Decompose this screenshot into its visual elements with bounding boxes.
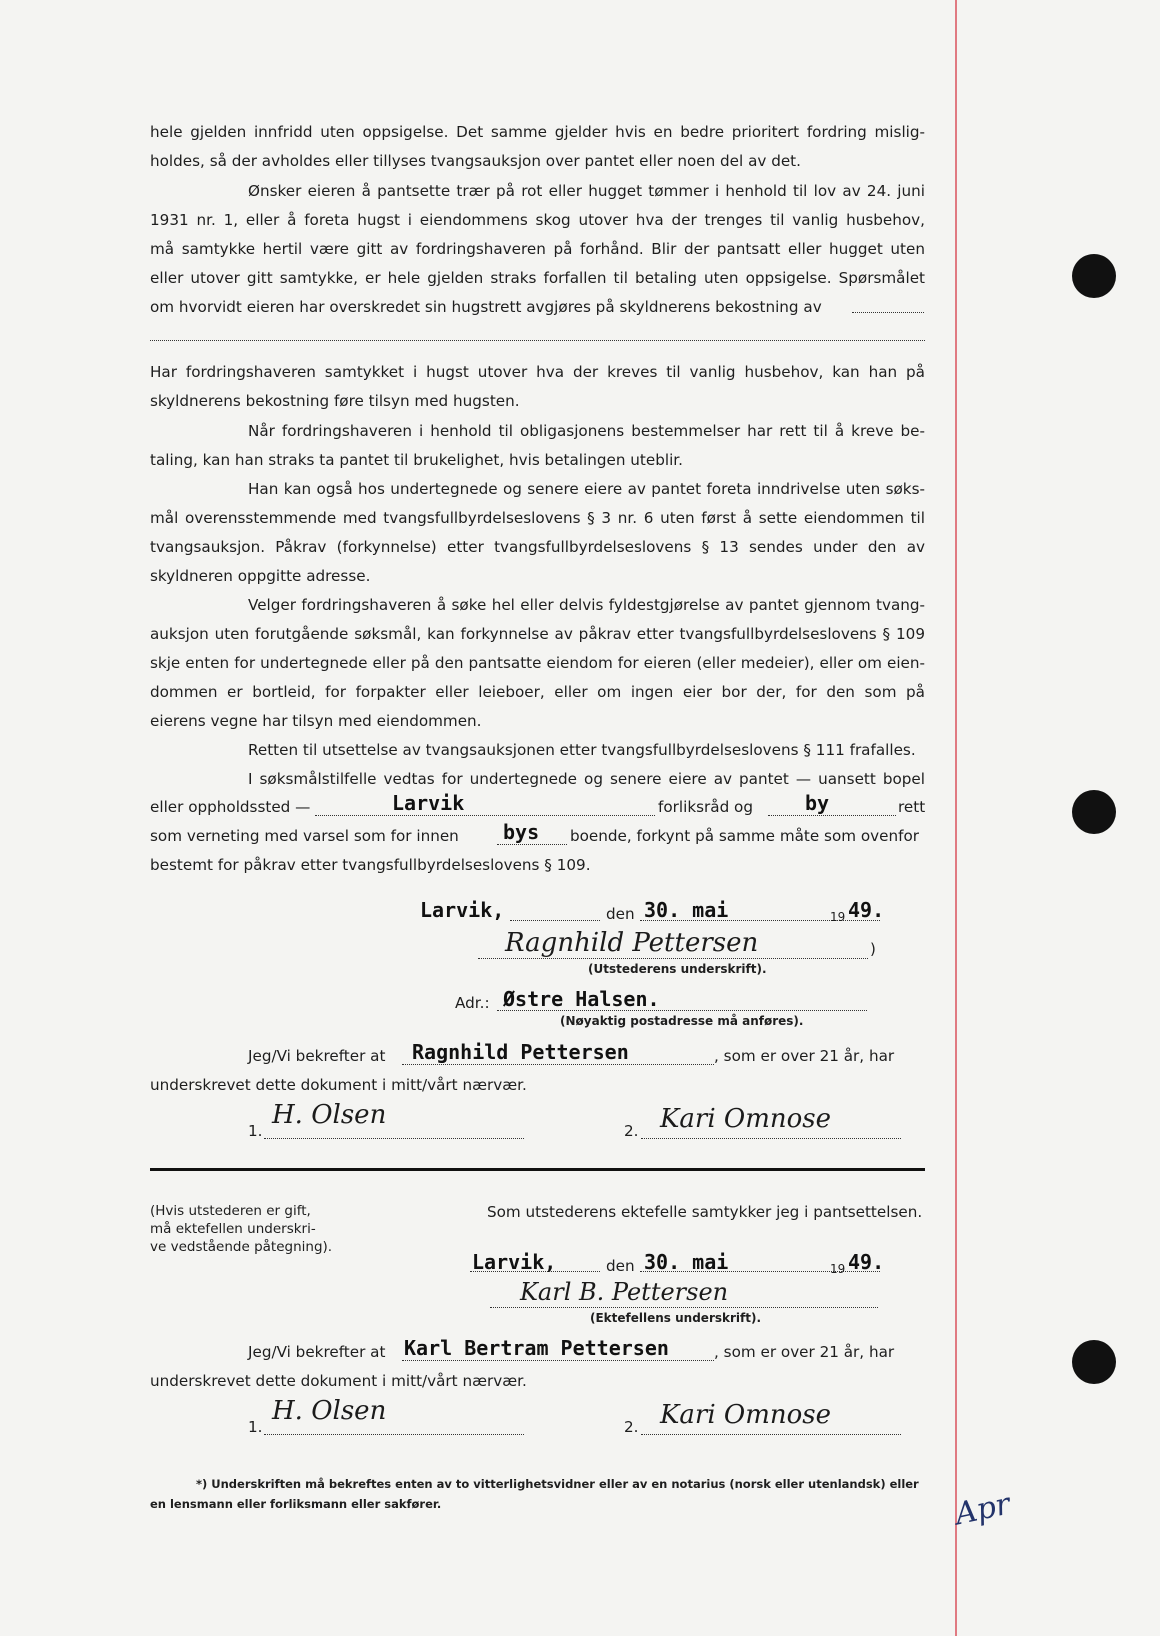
witness-2-signature: Kari Omnose <box>660 1104 832 1134</box>
punch-hole <box>1072 1340 1116 1384</box>
issuer-signature: Ragnhild Pettersen <box>505 928 759 958</box>
signature-line <box>264 1434 524 1435</box>
side-note-line: (Hvis utstederen er gift, <box>150 1203 311 1219</box>
spouse-place: Larvik, <box>472 1250 557 1274</box>
year-prefix: 19 <box>830 910 846 924</box>
text-line: 1931 nr. 1, eller å foreta hugst i eiendommens skog utover hva der trenges til vanlig husbehov, <box>150 211 925 229</box>
area: bys <box>503 820 540 844</box>
text-line: eller utover gitt samtykke, er hele gjelden straks forfallen til betaling uten oppsigelse. Spørsmålet <box>150 269 925 287</box>
year-suffix: 49. <box>848 1250 885 1274</box>
section-divider <box>150 1168 925 1171</box>
text-line: Har fordringshaveren samtykket i hugst utover hva der kreves til vanlig husbehov, kan han på <box>150 363 925 381</box>
signature-line <box>641 1138 901 1139</box>
venue-line2-suffix: boende, forkynt på samme måte som ovenfor <box>570 827 920 845</box>
text-line: mål overensstemmende med tvangsfullbyrdelseslovens § 3 nr. 6 uten først å sette eiendommen til <box>150 509 925 527</box>
signature-marker: ) <box>870 940 876 958</box>
text-line: Retten til utsettelse av tvangsauksjonen etter tvangsfullbyrdelseslovens § 111 frafalles. <box>248 741 916 759</box>
signature-line <box>478 958 868 959</box>
side-note-line: ve vedstående påtegning). <box>150 1239 333 1255</box>
punch-hole <box>1072 790 1116 834</box>
address-caption: (Nøyaktig postadresse må anføres). <box>560 1014 804 1028</box>
fill-line <box>402 1360 714 1361</box>
venue-mid: forliksråd og <box>658 798 753 816</box>
fill-line <box>470 1271 600 1272</box>
text-line: skje enten for undertegnede eller på den pantsatte eiendom for eieren (eller medeier), eller om eien- <box>150 654 925 672</box>
witness-name: Ragnhild Pettersen <box>412 1040 629 1064</box>
court-city: Larvik <box>392 791 465 815</box>
spouse-signature: Karl B. Pettersen <box>520 1278 729 1306</box>
text-line: må samtykke hertil være gitt av fordringshaveren på forhånd. Blir der pantsatt eller hugget uten <box>150 240 925 258</box>
witness-suffix: , som er over 21 år, har <box>714 1047 895 1065</box>
year-suffix: 49. <box>848 898 885 922</box>
venue-line3: bestemt for påkrav etter tvangsfullbyrdelseslovens § 109. <box>150 856 591 874</box>
fill-line <box>852 312 924 313</box>
text-line: dommen er bortleid, for forpakter eller leieboer, eller om ingen eier bor der, for den som på <box>150 683 925 701</box>
signature-line <box>490 1307 878 1308</box>
footnote-line: en lensmann eller forliksmann eller sakfører. <box>150 1497 442 1511</box>
text-line: holdes, så der avholdes eller tillyses tvangsauksjon over pantet eller noen del av det. <box>150 152 801 170</box>
witness-line2: underskrevet dette dokument i mitt/vårt nærvær. <box>150 1372 527 1390</box>
text-line: taling, kan han straks ta pantet til brukelighet, hvis betalingen uteblir. <box>150 451 683 469</box>
text-line: eierens vegne har tilsyn med eiendommen. <box>150 712 482 730</box>
footnote-line: *) Underskriften må bekreftes enten av to vitterlighetsvidner eller av en notarius (norsk eller utenlandsk) eller <box>196 1477 919 1491</box>
year-prefix: 19 <box>830 1262 846 1276</box>
signature-line <box>264 1138 524 1139</box>
signature-caption: (Utstederens underskrift). <box>588 962 767 976</box>
fill-line <box>497 844 567 845</box>
spouse-signature-caption: (Ektefellens underskrift). <box>590 1311 762 1325</box>
text-line: Ønsker eieren å pantsette trær på rot eller hugget tømmer i henhold til lov av 24. juni <box>248 182 925 200</box>
text-line: tvangsauksjon. Påkrav (forkynnelse) etter tvangsfullbyrdelseslovens § 13 sendes under den av <box>150 538 925 556</box>
witness-1-signature: H. Olsen <box>272 1396 387 1426</box>
text-line: om hvorvidt eieren har overskredet sin hugstrett avgjøres på skyldnerens bekostning av <box>150 298 822 316</box>
witness-1-number: 1. <box>248 1418 263 1436</box>
witness-2-signature: Kari Omnose <box>660 1400 832 1430</box>
punch-hole <box>1072 254 1116 298</box>
fill-line <box>150 340 925 341</box>
den-label: den <box>606 1257 635 1275</box>
side-note-line: må ektefellen underskri- <box>150 1221 316 1237</box>
court-type: by <box>805 791 830 815</box>
witness-2-number: 2. <box>624 1418 639 1436</box>
text-line: Når fordringshaveren i henhold til obligasjonens bestemmelser har rett til å kreve be- <box>248 422 925 440</box>
fill-line <box>510 920 600 921</box>
witness-1-signature: H. Olsen <box>272 1100 387 1130</box>
witness-name: Karl Bertram Pettersen <box>404 1336 669 1360</box>
signature-line <box>641 1434 901 1435</box>
text-line: auksjon uten forutgående søksmål, kan forkynnelse av påkrav etter tvangsfullbyrdelseslovens § 109 <box>150 625 925 643</box>
witness-prefix: Jeg/Vi bekrefter at <box>248 1343 386 1361</box>
fill-line <box>768 815 896 816</box>
margin-initials: Apr <box>951 1486 1014 1533</box>
spouse-side-note <box>150 1202 332 1256</box>
text-line: Velger fordringshaveren å søke hel eller delvis fyldestgjørelse av pantet gjennom tvang- <box>248 596 925 614</box>
fill-line <box>402 1064 714 1065</box>
issuer-place: Larvik, <box>420 898 505 922</box>
venue-suffix: rett <box>898 798 926 816</box>
issuer-date: 30. mai <box>644 898 729 922</box>
text-line: I søksmålstilfelle vedtas for undertegnede og senere eiere av pantet — uansett bopel <box>248 770 925 788</box>
spouse-consent: Som utstederens ektefelle samtykker jeg i pantsettelsen. <box>487 1203 923 1221</box>
witness-suffix: , som er over 21 år, har <box>714 1343 895 1361</box>
spouse-date: 30. mai <box>644 1250 729 1274</box>
venue-prefix: eller oppholdssted — <box>150 798 311 816</box>
margin-line <box>955 0 957 1636</box>
witness-line2: underskrevet dette dokument i mitt/vårt nærvær. <box>150 1076 527 1094</box>
witness-1-number: 1. <box>248 1122 263 1140</box>
address: Østre Halsen. <box>503 987 660 1011</box>
text-line: hele gjelden innfridd uten oppsigelse. Det samme gjelder hvis en bedre prioritert fordring mislig- <box>150 123 925 141</box>
witness-prefix: Jeg/Vi bekrefter at <box>248 1047 386 1065</box>
fill-line <box>315 815 655 816</box>
den-label: den <box>606 905 635 923</box>
text-line: skyldnerens bekostning føre tilsyn med hugsten. <box>150 392 520 410</box>
text-line: Han kan også hos undertegnede og senere eiere av pantet foreta inndrivelse uten søks- <box>248 480 925 498</box>
address-label: Adr.: <box>455 994 490 1012</box>
witness-2-number: 2. <box>624 1122 639 1140</box>
venue-line2-prefix: som verneting med varsel som for innen <box>150 827 459 845</box>
text-line: skyldneren oppgitte adresse. <box>150 567 371 585</box>
